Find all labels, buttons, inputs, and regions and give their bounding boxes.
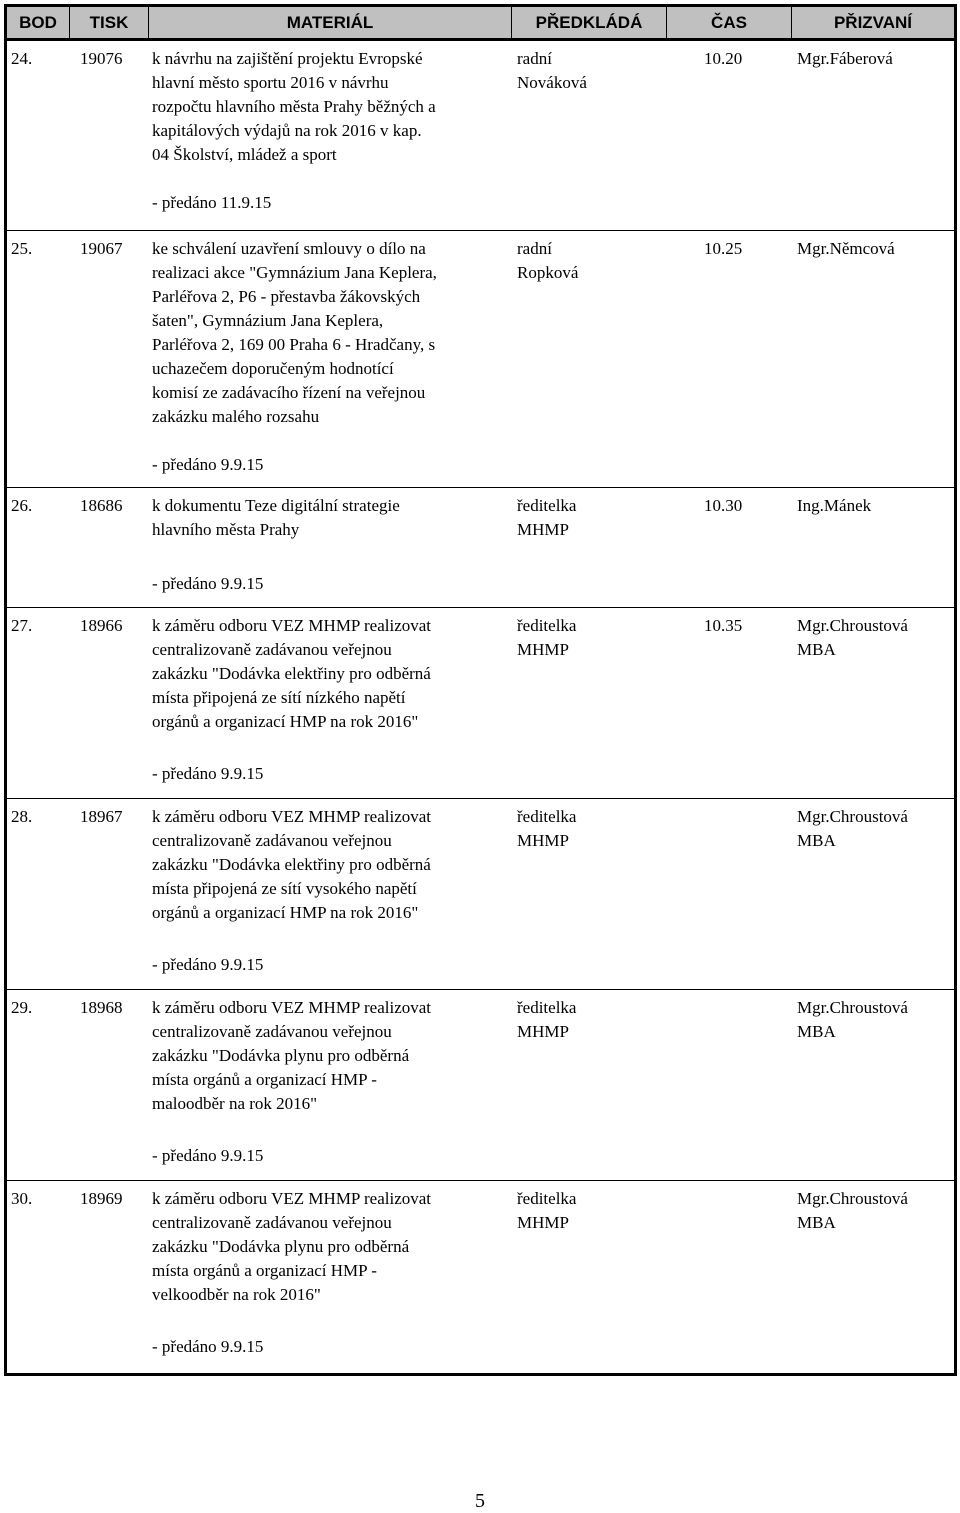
time: 10.25 [704,239,743,258]
presenter: ředitelka MHMP [517,496,577,539]
material-text: k návrhu na zajištění projektu Evropské hlavní město sportu 2016 v návrhu rozpočtu hlavního města Prahy běžných a kapitálových výdajů na rok 2016 v kap. 04 Školství, mládež a sport [152,49,436,164]
print-number: 19076 [80,49,123,68]
invited: Mgr.Chroustová MBA [797,998,908,1041]
item-number: 28. [11,807,33,826]
header-prizvani: PŘIZVANÍ [833,13,913,32]
print-number: 18969 [80,1189,123,1208]
item-number: 25. [11,239,33,258]
print-number: 18966 [80,616,123,635]
presenter: radní Ropková [517,239,579,282]
header-predklada: PŘEDKLÁDÁ [535,13,643,32]
agenda-table [4,4,957,1376]
agenda-row [7,1181,954,1371]
invited: Mgr.Fáberová [797,49,893,68]
item-number: 27. [11,616,33,635]
material-text: k záměru odboru VEZ MHMP realizovat centralizovaně zadávanou veřejnou zakázku "Dodávka plynu pro odběrná místa orgánů a organizací HMP - velkoodběr na rok 2016" [152,1189,432,1304]
print-number: 18968 [80,998,123,1017]
handover-date: - předáno 9.9.15 [152,764,264,783]
material-text: k záměru odboru VEZ MHMP realizovat centralizovaně zadávanou veřejnou zakázku "Dodávka elektřiny pro odběrná místa připojená ze sítí nízkého napětí orgánů a organizací HMP na rok 2016" [152,616,432,731]
time: 10.35 [704,616,743,635]
handover-date: - předáno 9.9.15 [152,955,264,974]
agenda-row [7,799,954,989]
agenda-row [7,488,954,607]
invited: Mgr.Chroustová MBA [797,1189,908,1232]
invited: Mgr.Chroustová MBA [797,807,908,850]
handover-date: - předáno 9.9.15 [152,455,264,474]
print-number: 18686 [80,496,123,515]
presenter: ředitelka MHMP [517,616,577,659]
handover-date: - předáno 11.9.15 [152,193,272,212]
header-bod: BOD [19,13,57,32]
header-material: MATERIÁL [286,13,374,32]
presenter: ředitelka MHMP [517,1189,577,1232]
agenda-row [7,41,954,230]
handover-date: - předáno 9.9.15 [152,574,264,593]
item-number: 29. [11,998,33,1017]
header-cas: ČAS [711,13,747,32]
print-number: 19067 [80,239,123,258]
item-number: 26. [11,496,33,515]
presenter: radní Nováková [517,49,587,92]
item-number: 24. [11,49,33,68]
invited: Mgr.Chroustová MBA [797,616,908,659]
print-number: 18967 [80,807,123,826]
invited: Ing.Mánek [797,496,872,515]
agenda-row [7,608,954,798]
table-header [7,7,954,41]
presenter: ředitelka MHMP [517,998,577,1041]
invited: Mgr.Němcová [797,239,895,258]
agenda-row [7,990,954,1180]
material-text: k dokumentu Teze digitální strategie hlavního města Prahy [152,496,400,539]
material-text: ke schválení uzavření smlouvy o dílo na realizaci akce "Gymnázium Jana Keplera, Parléřova 2, P6 - přestavba žákovských šaten", Gymnázium Jana Keplera, Parléřova 2, 169 00 Praha 6 - Hradčany, s uchazečem doporučeným hodnotící komisí ze zadávacího řízení na veřejnou zakázku malého rozsahu [152,239,437,426]
time: 10.20 [704,49,743,68]
handover-date: - předáno 9.9.15 [152,1146,264,1165]
material-text: k záměru odboru VEZ MHMP realizovat centralizovaně zadávanou veřejnou zakázku "Dodávka elektřiny pro odběrná místa připojená ze sítí vysokého napětí orgánů a organizací HMP na rok 2016" [152,807,432,922]
header-tisk: TISK [89,13,129,32]
page-number: 5 [475,1490,485,1512]
presenter: ředitelka MHMP [517,807,577,850]
material-text: k záměru odboru VEZ MHMP realizovat centralizovaně zadávanou veřejnou zakázku "Dodávka plynu pro odběrná místa orgánů a organizací HMP - maloodběr na rok 2016" [152,998,432,1113]
agenda-row [7,231,954,487]
handover-date: - předáno 9.9.15 [152,1337,264,1356]
item-number: 30. [11,1189,33,1208]
time: 10.30 [704,496,743,515]
